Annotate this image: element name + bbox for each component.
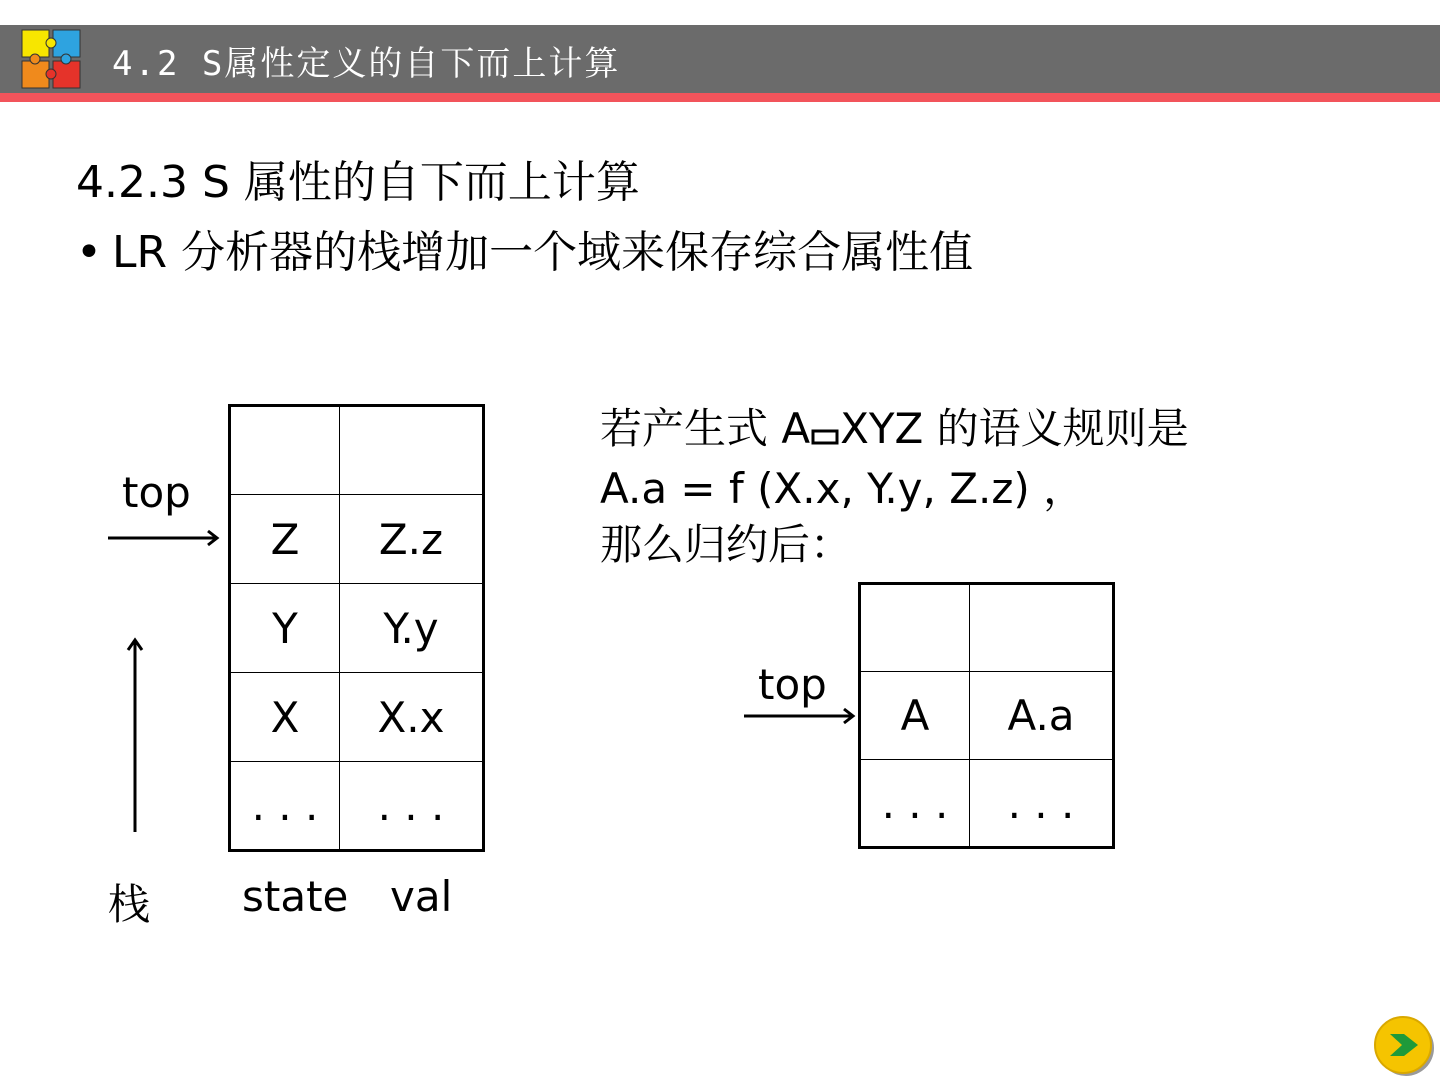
right-state-cell <box>860 584 970 672</box>
right-stack-table <box>858 582 1115 849</box>
left-stack-table <box>228 404 485 852</box>
left-stack-row <box>230 584 484 673</box>
state-column-label: state <box>242 872 349 921</box>
section-heading: 4.2.3 S 属性的自下而上计算 <box>76 157 640 208</box>
left-state-cell: . . . <box>230 762 340 851</box>
left-val-cell: X.x <box>340 673 484 762</box>
header-accent-line <box>0 93 1440 102</box>
right-val-cell <box>970 584 1114 672</box>
right-state-cell: A <box>860 672 970 760</box>
right-stack-row <box>860 584 1114 672</box>
left-val-cell <box>340 406 484 495</box>
left-state-cell: Y <box>230 584 340 673</box>
left-state-cell <box>230 406 340 495</box>
bullet-item <box>76 216 973 280</box>
rule-line-1 <box>600 396 1189 456</box>
right-val-cell: A.a <box>970 672 1114 760</box>
puzzle-logo-icon <box>20 28 82 90</box>
rule-line-2: A.a = f (X.x, Y.y, Z.z) ， <box>600 464 1086 513</box>
bullet-dot: • <box>76 227 102 278</box>
left-stack-row <box>230 673 484 762</box>
left-val-cell: Y.y <box>340 584 484 673</box>
bullet-text: LR 分析器的栈增加一个域来保存综合属性值 <box>112 227 974 278</box>
left-top-label: top <box>122 468 191 517</box>
left-stack-row <box>230 762 484 851</box>
right-state-cell: . . . <box>860 760 970 848</box>
rule-line-3: 那么归约后： <box>600 520 853 569</box>
left-stack-row <box>230 406 484 495</box>
val-column-label: val <box>390 872 453 921</box>
left-stack-row <box>230 495 484 584</box>
production-arrow-icon <box>810 409 840 449</box>
header-title: 4.2 S属性定义的自下而上计算 <box>112 44 621 84</box>
rule-line-1-suffix: XYZ 的语义规则是 <box>840 404 1189 453</box>
right-stack-row <box>860 672 1114 760</box>
next-slide-button[interactable] <box>1372 1014 1436 1078</box>
left-state-cell: X <box>230 673 340 762</box>
left-state-cell: Z <box>230 495 340 584</box>
stack-growth-arrow-icon <box>124 636 146 834</box>
stack-label: 栈 <box>108 880 151 929</box>
rule-line-1-prefix: 若产生式 A <box>600 404 811 453</box>
left-top-arrow-icon <box>108 528 220 548</box>
left-val-cell: . . . <box>340 762 484 851</box>
right-top-arrow-icon <box>744 706 856 726</box>
right-top-label: top <box>758 660 827 709</box>
right-stack-row <box>860 760 1114 848</box>
left-val-cell: Z.z <box>340 495 484 584</box>
right-val-cell: . . . <box>970 760 1114 848</box>
